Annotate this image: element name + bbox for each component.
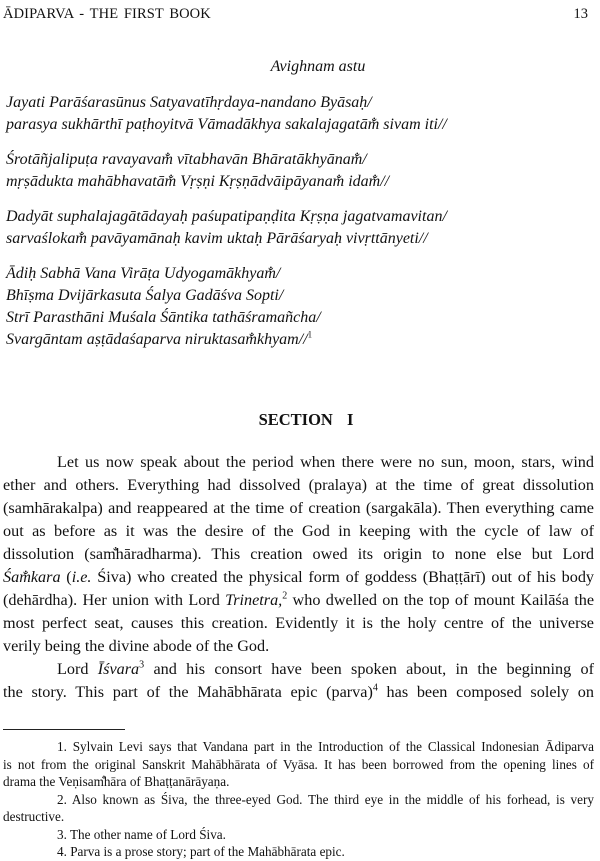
footnote-ref[interactable]: 2 xyxy=(282,590,288,602)
verse-line: Bhīṣma Dvijārkasuta Śalya Gadāśva Sopti/ xyxy=(6,287,284,304)
running-head-title: ĀDIPARVA - THE FIRST BOOK xyxy=(3,6,211,22)
verse-stanza-2 xyxy=(6,149,586,193)
body-line: verily being the divine abode of the God. xyxy=(3,637,270,655)
footnote-3 xyxy=(3,826,594,844)
body-text-fragment: has been composed solely on xyxy=(377,683,594,701)
verse-line: Śrotāñjalipuṭa ravayavam̐ vītabhavān Bhāratākhyānam̐/ xyxy=(6,151,367,168)
footnote-line: 1. Sylvain Levi says that Vandana part in the Introduction of the Classical Indonesian Ādiparva xyxy=(57,739,594,754)
body-text-fragment: the story. This part of the Mahābhārata epic (parva) xyxy=(3,683,373,701)
verse-line: Jayati Parāśarasūnus Satyavatīhṛdaya-nandano Byāsaḥ/ xyxy=(6,94,372,111)
body-text-fragment: who dwelled on the top of mount Kailāśa the xyxy=(287,591,595,609)
footnote-1 xyxy=(3,738,594,791)
body-paragraph-2 xyxy=(3,658,594,704)
body-text-fragment: ( xyxy=(60,568,72,586)
footnote-line: is not from the original Sanskrit Mahābhārata of Vyāsa. It has been borrowed from the opening lines of xyxy=(3,756,594,772)
footnote-line: drama the Veṇisam̐hāra of Bhaṭṭanārāyaṇa. xyxy=(3,774,230,789)
verse-stanza-1 xyxy=(6,92,586,136)
italic-abbrev: i.e. xyxy=(71,568,92,586)
verse-line: Strī Parasthāni Muśala Śāntika tathāśramañcha/ xyxy=(6,309,321,326)
verse-stanza-4 xyxy=(6,263,586,351)
footnote-line: 2. Also known as Śiva, the three-eyed God. The third eye in the middle of his forhead, is very xyxy=(57,791,594,807)
body-text-fragment: Śiva) who created the physical form of goddess (Bhaṭṭārī) out of his body xyxy=(91,568,595,586)
body-line: dissolution (sam̐hāradharma). This creation owed its origin to none else but Lord xyxy=(3,545,594,563)
footnote-ref[interactable]: 1 xyxy=(307,329,313,340)
body-text-fragment: (dehārdha). Her union with Lord xyxy=(3,591,226,609)
body-line: Let us now speak about the period when there were no sun, moon, stars, wind xyxy=(57,453,594,471)
body-line: out as before as it was the desire of the God in keeping with the cycle of law of xyxy=(3,522,594,540)
verse-line: Ādiḥ Sabhā Vana Virāṭa Udyogamākhyam̐/ xyxy=(6,265,281,282)
invocation-heading: Avighnam astu xyxy=(270,58,366,75)
body-line: most perfect seat, causes this creation. Evidently it is the holy centre of the universe xyxy=(3,614,594,632)
verse-line: Dadyāt suphalajagātādayaḥ paśupatipaṇḍita Kṛṣṇa jagatvamavitan/ xyxy=(6,208,447,225)
footnote-line: 3. The other name of Lord Śiva. xyxy=(57,826,226,842)
footnote-divider xyxy=(3,729,125,730)
page-number: 13 xyxy=(573,6,588,22)
body-line xyxy=(3,589,594,612)
footnote-4 xyxy=(3,843,594,861)
body-line xyxy=(3,681,594,704)
verse-line: sarvaślokam̐ pavāyamānaḥ kavim uktaḥ Pārāśaryaḥ vivṛttānyeti// xyxy=(6,230,428,247)
body-text-fragment: Lord xyxy=(57,660,98,678)
verse-stanza-3 xyxy=(6,206,586,250)
body-line: (samhārakalpa) and reappeared at the time of creation (sargakāla). Then everything came xyxy=(3,499,594,517)
italic-term: Śam̐kara xyxy=(3,568,61,586)
italic-term: Īśvara xyxy=(97,660,140,678)
body-line xyxy=(3,658,594,681)
verse-line: parasya sukhārthī paṭhoyitvā Vāmadākhya sakalajagatām̐ sivam iti// xyxy=(6,116,447,133)
body-paragraph-1 xyxy=(3,451,594,658)
footnote-line: 4. Parva is a prose story; part of the Mahābhārata epic. xyxy=(57,844,345,859)
footnote-ref[interactable]: 3 xyxy=(139,659,145,671)
body-line: ether and others. Everything had dissolved (pralaya) at the time of great dissolution xyxy=(3,476,594,494)
running-head xyxy=(3,4,588,24)
verse-line-text: Svargāntam aṣṭādaśaparva niruktasam̐khyam// xyxy=(6,331,308,348)
footnotes xyxy=(3,738,594,861)
verse-line xyxy=(6,329,586,351)
verse-line: mṛṣādukta mahābhavatām̐ Vṛṣṇi Kṛṣṇādvāipāyanam̐ idam̐// xyxy=(6,173,390,190)
body-line xyxy=(3,566,594,589)
footnote-2 xyxy=(3,791,594,826)
footnote-line: destructive. xyxy=(3,809,65,824)
footnote-ref[interactable]: 4 xyxy=(372,682,378,694)
body-text-fragment: and his consort have been spoken about, in the beginning of xyxy=(144,660,595,678)
italic-term: Trinetra, xyxy=(225,591,283,609)
section-heading: SECTION I xyxy=(258,410,354,429)
